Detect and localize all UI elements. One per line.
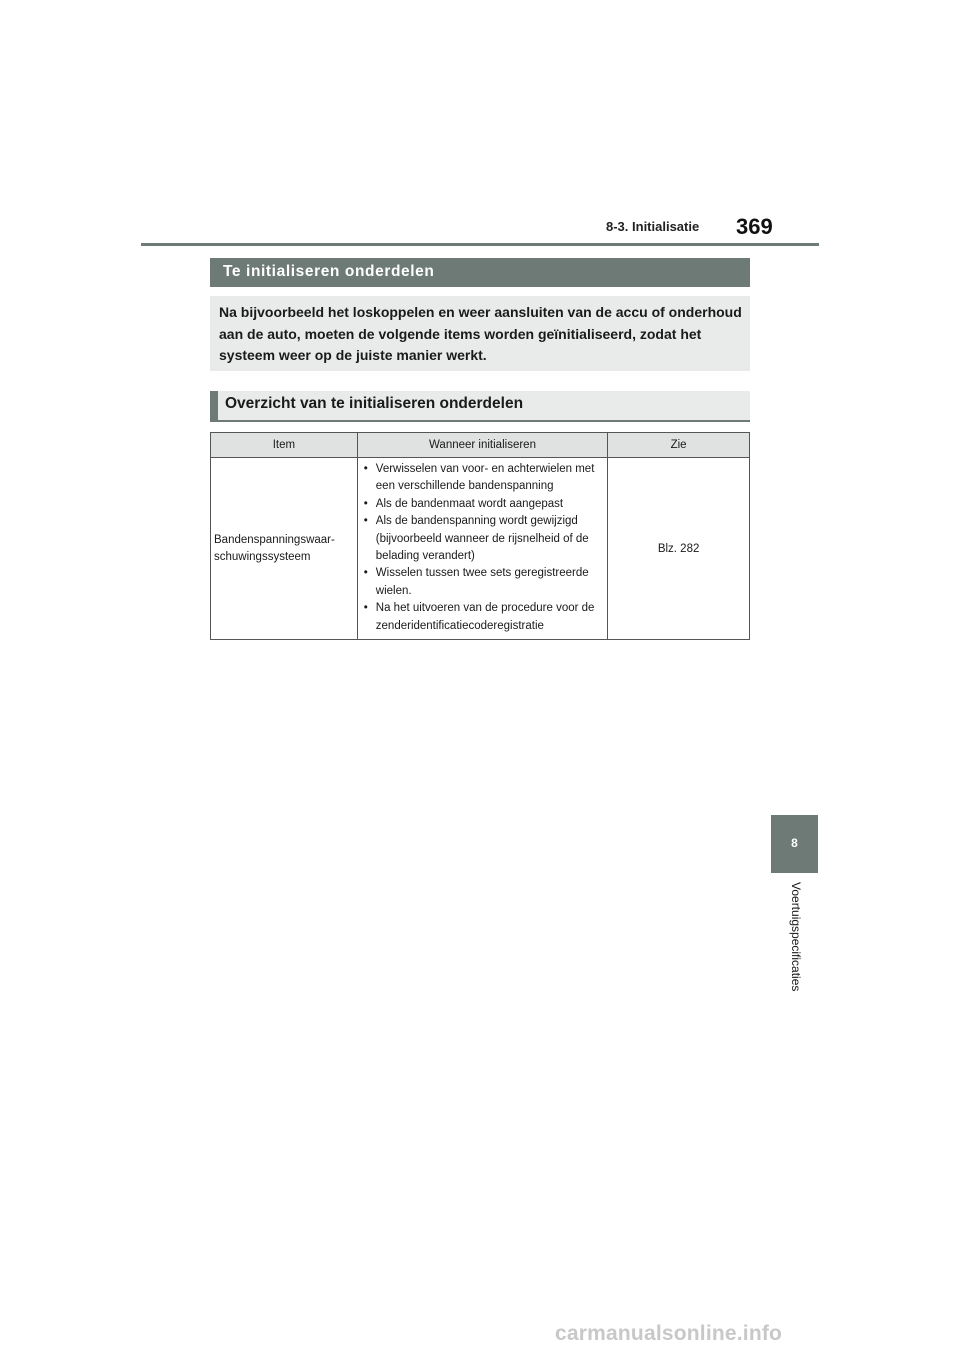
bullet-icon: •: [363, 463, 368, 475]
intro-text: Na bijvoorbeeld het loskoppelen en weer aansluiten van de accu of onderhoud aan de auto, moeten de volgende items worden geïnitialiseerd, zodat het systeem weer op de juiste manier werkt.: [219, 304, 742, 363]
table-row: [211, 458, 750, 640]
chapter-tab-number: 8: [791, 836, 798, 850]
page-number: 369: [736, 214, 773, 239]
list-item: [362, 496, 603, 513]
list-item-text: Na het uitvoeren van de procedure voor de zenderidentificatiecoderegistratie: [375, 602, 595, 632]
column-header-when: Wanneer initialiseren: [357, 433, 607, 458]
subsection-accent: [210, 391, 218, 420]
when-cell: [357, 458, 607, 640]
section-title: Te initialiseren onderdelen: [223, 263, 435, 280]
list-item: [362, 513, 603, 565]
section-title-bar: [210, 258, 750, 287]
list-item: [362, 461, 603, 496]
column-header-item: Item: [211, 433, 358, 458]
header-rule: [141, 243, 819, 246]
watermark: carmanualsonline.info: [555, 1322, 783, 1345]
intro-box: [210, 296, 750, 371]
when-list: [362, 461, 603, 635]
list-item-text: Verwisselen van voor- en achterwielen met een verschillende bandenspanning: [375, 463, 595, 493]
page-reference-link[interactable]: Blz. 282: [608, 458, 750, 640]
table-header-row: [211, 433, 750, 458]
subsection-title: Overzicht van te initialiseren onderdelen: [225, 395, 524, 412]
list-item: [362, 565, 603, 600]
initialization-table: [210, 432, 750, 640]
bullet-icon: •: [363, 497, 368, 510]
chapter-tab[interactable]: [771, 815, 818, 873]
header-section-label: 8-3. Initialisatie: [606, 219, 700, 234]
list-item: [362, 600, 603, 635]
chapter-title-vertical: Voertuigspecificaties: [789, 882, 803, 992]
column-header-ref: Zie: [608, 433, 750, 458]
item-cell: [211, 458, 358, 640]
bullet-icon: •: [363, 602, 368, 615]
item-name-line: schuwingssysteem: [214, 550, 311, 563]
list-item-text: Wisselen tussen twee sets geregistreerde wielen.: [375, 567, 589, 597]
list-item-text: Als de bandenmaat wordt aangepast: [375, 497, 564, 510]
item-name-line: Bandenspanningswaar-: [214, 533, 335, 546]
list-item-text: Als de bandenspanning wordt gewijzigd (bijvoorbeeld wanneer de rijsnelheid of de belading verandert): [375, 515, 589, 563]
bullet-icon: •: [363, 567, 368, 580]
bullet-icon: •: [363, 515, 368, 528]
subsection-bar: [210, 391, 750, 422]
